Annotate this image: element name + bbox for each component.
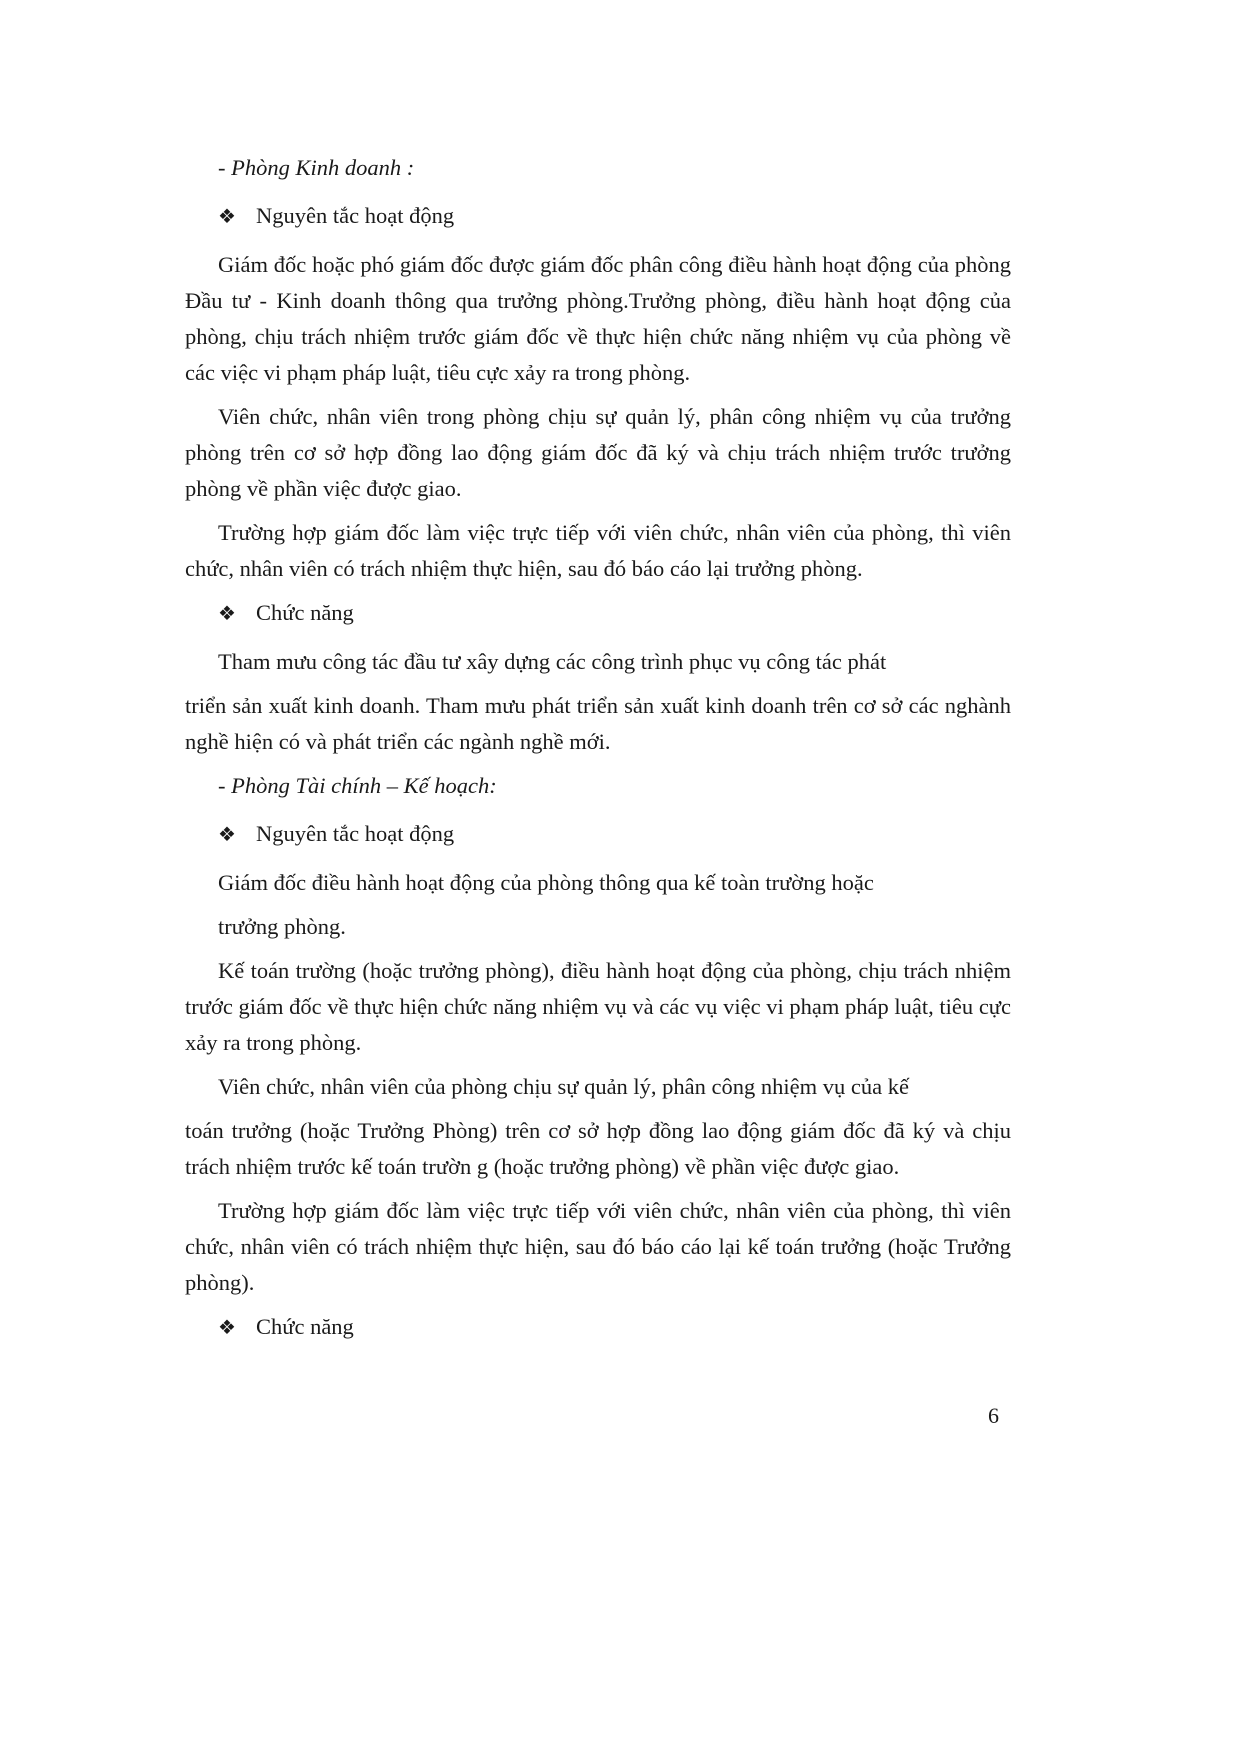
diamond-bullet-icon: ❖	[218, 603, 236, 625]
bullet-item	[185, 1309, 1011, 1346]
paragraph: triển sản xuất kinh doanh. Tham mưu phát triển sản xuất kinh doanh trên cơ sở các nghành nghề hiện có và phát triển các ngành nghề mới.	[185, 693, 1011, 754]
paragraph: Kế toán trường (hoặc trưởng phòng), điều hành hoạt động của phòng, chịu trách nhiệm trước giám đốc về thực hiện chức năng nhiệm vụ và các vụ việc vi phạm pháp luật, tiêu cực xảy ra trong phòng.	[185, 958, 1011, 1055]
bullet-text: Chức năng	[256, 1314, 354, 1339]
paragraph: Giám đốc điều hành hoạt động của phòng thông qua kế toàn trường hoặc	[218, 870, 874, 895]
diamond-bullet-icon: ❖	[218, 824, 236, 846]
bullet-item	[185, 816, 1011, 853]
paragraph: Trường hợp giám đốc làm việc trực tiếp với viên chức, nhân viên của phòng, thì viên chức, nhân viên có trách nhiệm thực hiện, sau đó báo cáo lại kế toán trưởng (hoặc Trưởng phòng).	[185, 1198, 1011, 1295]
section-heading: - Phòng Tài chính – Kế hoạch:	[218, 773, 497, 798]
bullet-text: Chức năng	[256, 600, 354, 625]
bullet-text: Nguyên tắc hoạt động	[256, 821, 455, 846]
paragraph: Giám đốc hoặc phó giám đốc được giám đốc phân công điều hành hoạt động của phòng Đầu tư - Kinh doanh thông qua trưởng phòng.Trưởng phòng, điều hành hoạt động của phòng, chịu trách nhiệm trước giám đốc về thực hiện chức năng nhiệm vụ của phòng về các việc vi phạm pháp luật, tiêu cực xảy ra trong phòng.	[185, 252, 1011, 385]
paragraph: trưởng phòng.	[218, 914, 346, 939]
page-content	[185, 146, 1011, 1358]
paragraph: Trường hợp giám đốc làm việc trực tiếp với viên chức, nhân viên của phòng, thì viên chức, nhân viên có trách nhiệm thực hiện, sau đó báo cáo lại trưởng phòng.	[185, 520, 1011, 581]
diamond-bullet-icon: ❖	[218, 206, 236, 228]
page-number: 6	[988, 1403, 999, 1428]
paragraph: Tham mưu công tác đầu tư xây dựng các công trình phục vụ công tác phát	[218, 649, 887, 674]
diamond-bullet-icon: ❖	[218, 1317, 236, 1339]
section-heading: - Phòng Kinh doanh :	[218, 155, 415, 180]
bullet-text: Nguyên tắc hoạt động	[256, 203, 455, 228]
paragraph: Viên chức, nhân viên trong phòng chịu sự quản lý, phân công nhiệm vụ của trưởng phòng trên cơ sở hợp đồng lao động giám đốc đã ký và chịu trách nhiệm trước trưởng phòng về phần việc được giao.	[185, 404, 1011, 501]
paragraph: Viên chức, nhân viên của phòng chịu sự quản lý, phân công nhiệm vụ của kế	[218, 1074, 909, 1099]
bullet-item	[185, 595, 1011, 632]
bullet-item	[185, 198, 1011, 235]
paragraph: toán trưởng (hoặc Trưởng Phòng) trên cơ sở hợp đồng lao động giám đốc đã ký và chịu trách nhiệm trước kế toán trườn g (hoặc trưởng phòng) về phần việc được giao.	[185, 1118, 1011, 1179]
